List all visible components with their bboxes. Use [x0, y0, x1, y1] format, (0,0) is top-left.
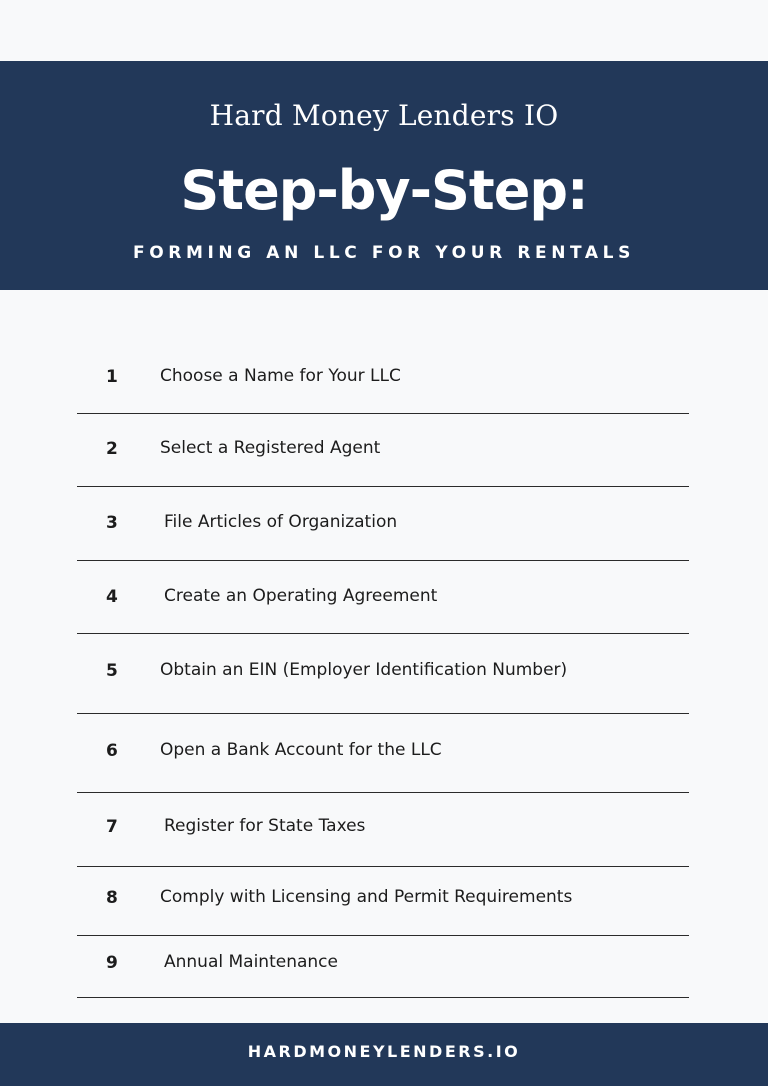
step-label: Select a Registered Agent [160, 438, 381, 458]
footer-website: HARDMONEYLENDERS.IO [247, 1042, 521, 1061]
step-number: 7 [106, 817, 118, 837]
step-label: Register for State Taxes [164, 816, 366, 836]
page-subtitle: FORMING AN LLC FOR YOUR RENTALS [133, 243, 635, 263]
page-title: Step-by-Step: [180, 159, 588, 222]
step-label: Obtain an EIN (Employer Identification Number) [160, 660, 568, 680]
steps-list [77, 340, 689, 998]
step-label: Annual Maintenance [164, 952, 338, 972]
step-number: 8 [106, 888, 118, 908]
step-number: 9 [106, 953, 118, 973]
step-item [77, 414, 689, 487]
step-number: 6 [106, 741, 118, 761]
step-item [77, 936, 689, 998]
step-label: File Articles of Organization [164, 512, 398, 532]
step-item [77, 714, 689, 793]
step-number: 5 [106, 661, 118, 681]
step-item [77, 793, 689, 867]
brand-name: Hard Money Lenders IO [209, 99, 559, 132]
step-item [77, 561, 689, 634]
footer-banner [0, 1023, 768, 1086]
step-item [77, 487, 689, 561]
step-label: Choose a Name for Your LLC [160, 366, 401, 386]
step-label: Comply with Licensing and Permit Requirements [160, 887, 573, 907]
step-label: Open a Bank Account for the LLC [160, 740, 442, 760]
step-item [77, 634, 689, 714]
step-number: 2 [106, 439, 118, 459]
step-number: 1 [106, 367, 118, 387]
step-label: Create an Operating Agreement [164, 586, 438, 606]
header-banner [0, 61, 768, 290]
step-item [77, 867, 689, 936]
step-number: 3 [106, 513, 118, 533]
step-item [77, 340, 689, 414]
step-number: 4 [106, 587, 118, 607]
